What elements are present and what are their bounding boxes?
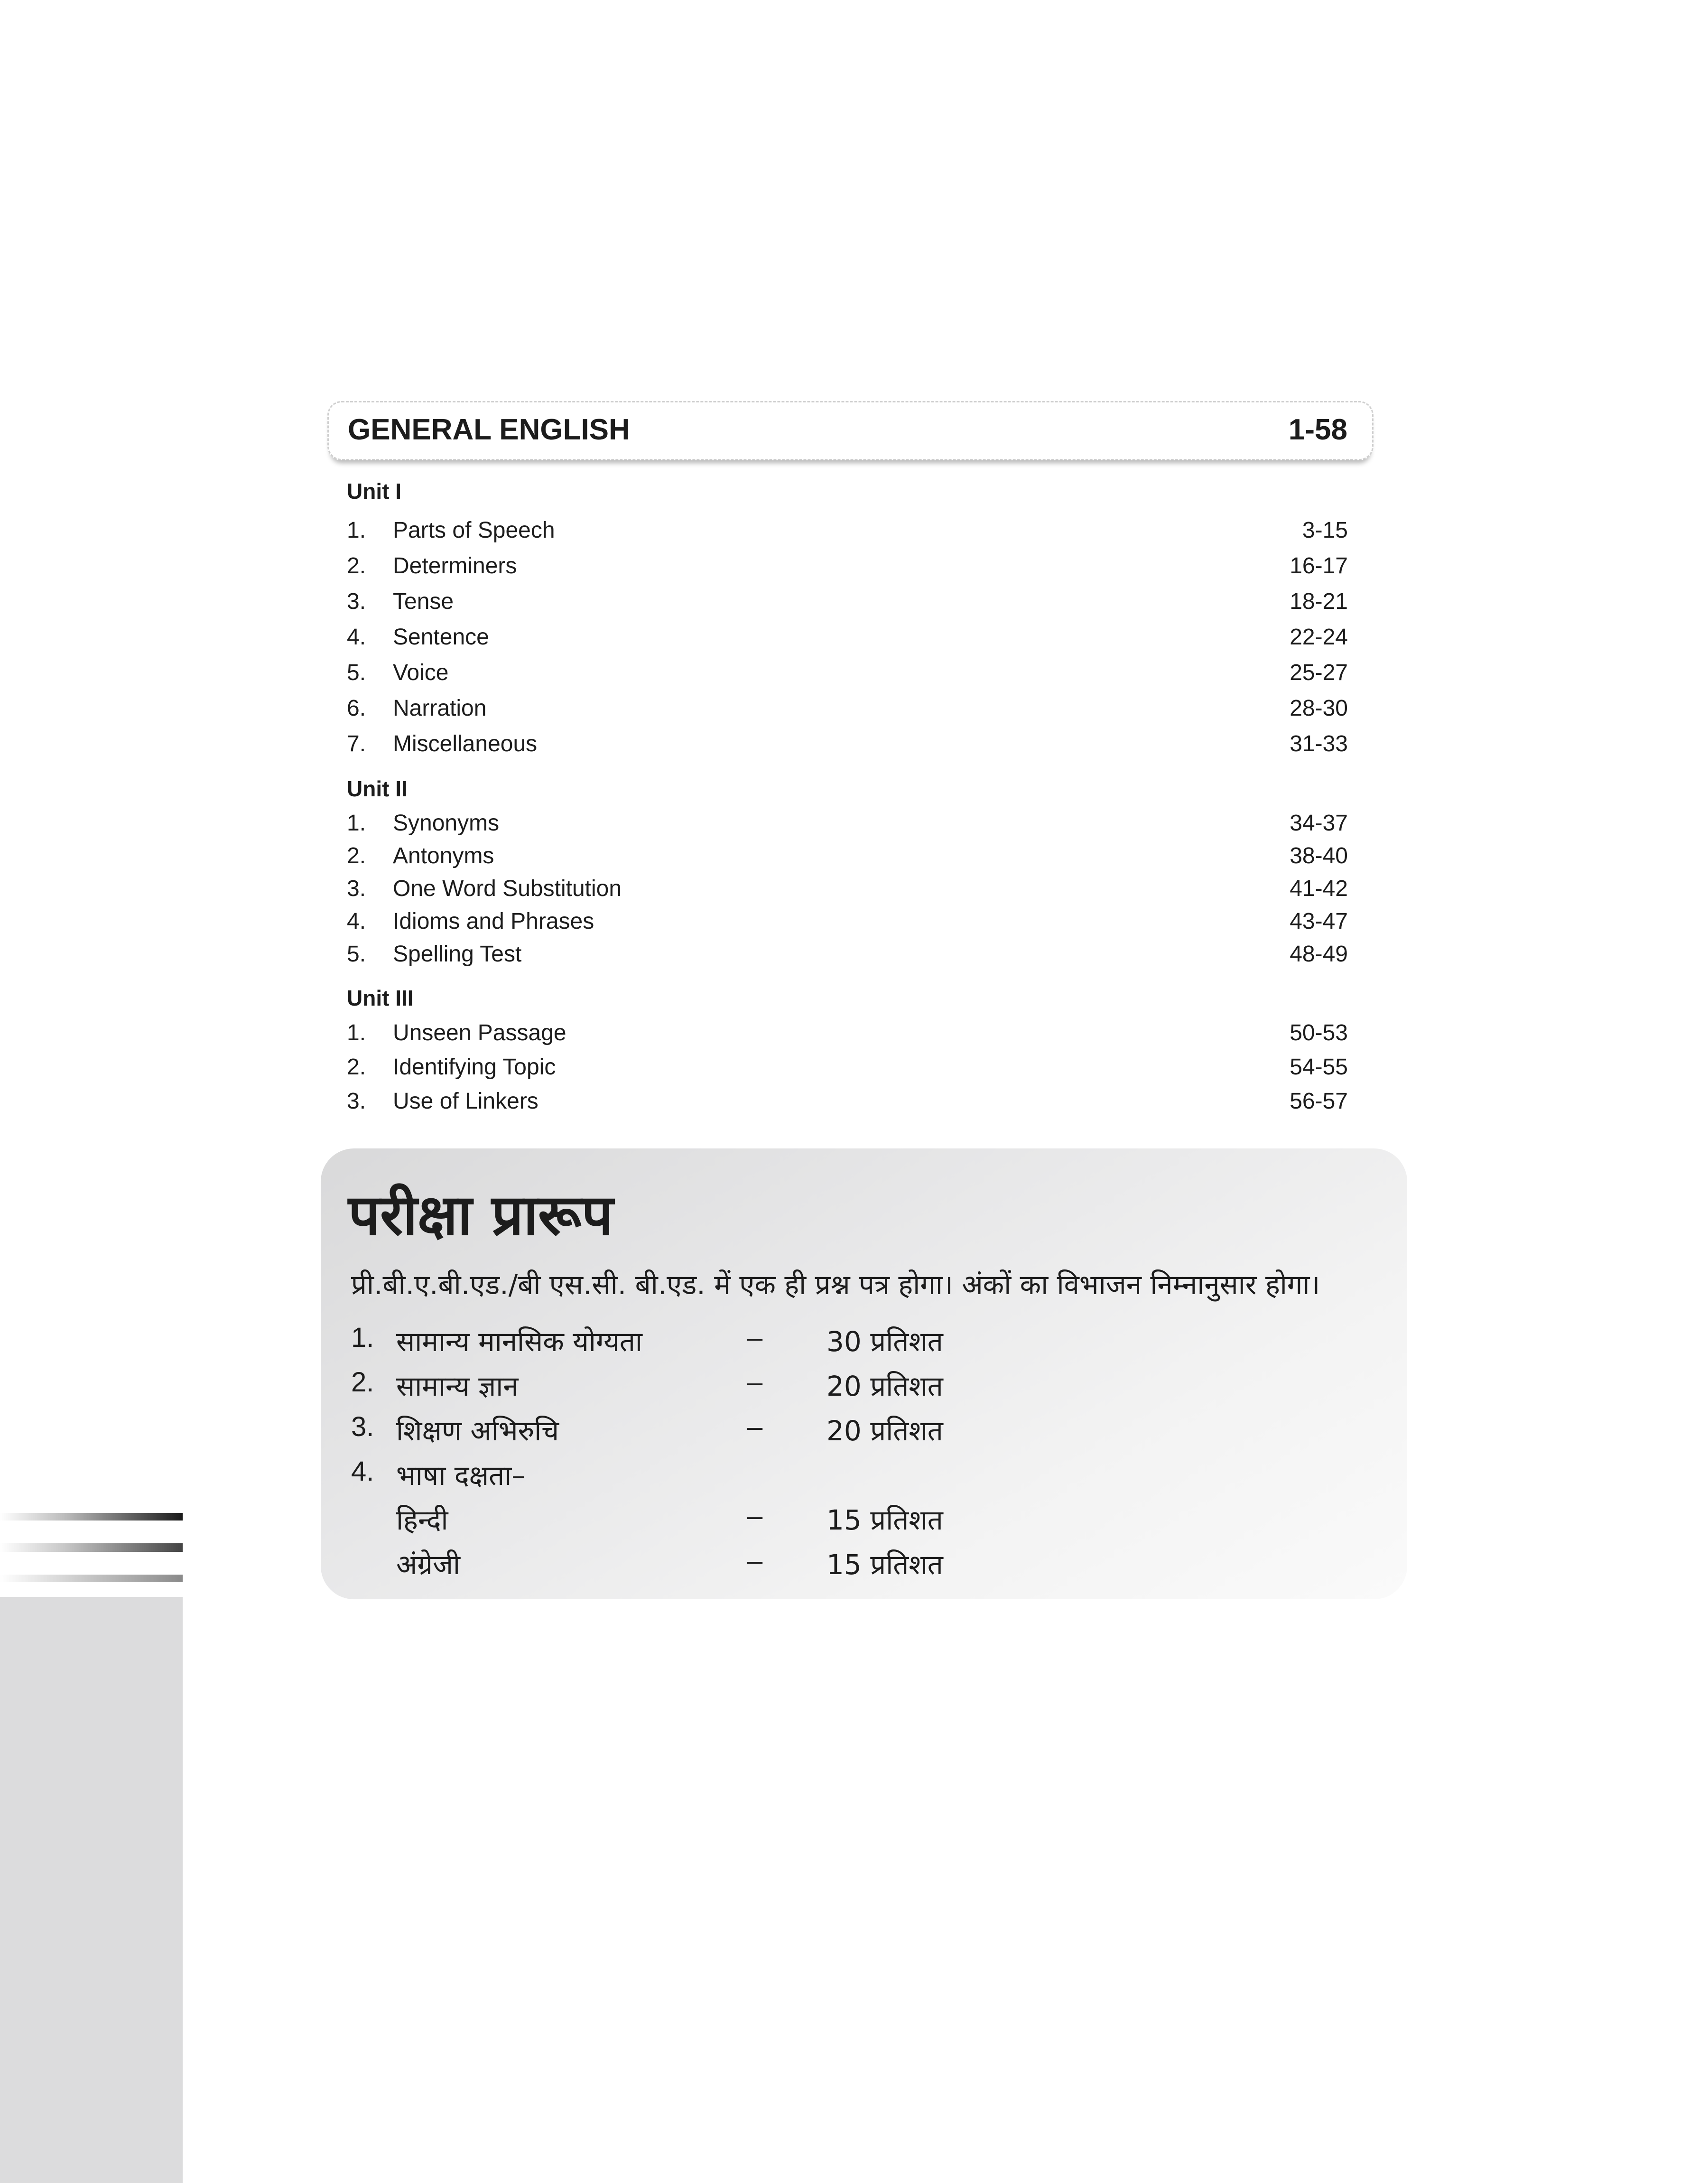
toc-item-pages: 41-42	[1290, 876, 1348, 901]
toc-item-pages: 28-30	[1290, 696, 1348, 721]
toc-item-pages: 18-21	[1290, 589, 1348, 614]
exam-pattern-panel	[321, 1148, 1407, 1599]
toc-item-pages: 50-53	[1290, 1020, 1348, 1045]
toc-item-pages: 22-24	[1290, 625, 1348, 650]
toc-item-pages: 31-33	[1290, 731, 1348, 756]
exam-pattern-row	[351, 1500, 1347, 1538]
subject-header	[327, 401, 1374, 460]
exam-row-value: 15 प्रतिशत	[826, 1504, 943, 1536]
toc-item-title: Synonyms	[393, 811, 500, 836]
toc-item	[347, 624, 1348, 653]
toc-item-title: Tense	[393, 589, 454, 614]
toc-item	[347, 908, 1348, 937]
toc-item-title: Miscellaneous	[393, 731, 538, 756]
toc-item-pages: 54-55	[1290, 1054, 1348, 1080]
toc-item	[347, 843, 1348, 871]
exam-pattern-row	[351, 1366, 1347, 1404]
exam-row-value: 30 प्रतिशत	[826, 1325, 943, 1358]
toc-item-number: 3.	[347, 1089, 366, 1114]
toc-item-title: Use of Linkers	[393, 1089, 538, 1114]
toc-item-pages: 34-37	[1290, 811, 1348, 836]
toc-item-title: Identifying Topic	[393, 1054, 556, 1080]
toc-item-title: Voice	[393, 660, 449, 685]
toc-item-title: Antonyms	[393, 843, 494, 868]
toc-item	[347, 1088, 1348, 1117]
toc-item	[347, 553, 1348, 581]
toc-item	[347, 731, 1348, 759]
exam-row-number: 1.	[351, 1322, 374, 1353]
toc-item-title: Unseen Passage	[393, 1020, 566, 1045]
exam-row-dash: –	[747, 1501, 763, 1531]
toc-item-title: Parts of Speech	[393, 518, 555, 543]
exam-row-dash: –	[747, 1411, 763, 1442]
toc-item-number: 1.	[347, 1020, 366, 1045]
toc-item-title: Spelling Test	[393, 942, 522, 967]
toc-item-number: 5.	[347, 660, 366, 685]
toc-item-number: 3.	[347, 589, 366, 614]
unit-heading: Unit III	[347, 986, 414, 1010]
exam-row-label: सामान्य मानसिक योग्यता	[396, 1325, 642, 1358]
exam-pattern-row	[351, 1411, 1347, 1449]
toc-item	[347, 876, 1348, 904]
exam-pattern-row	[351, 1322, 1347, 1360]
toc-item-number: 1.	[347, 518, 366, 543]
exam-row-label: शिक्षण अभिरुचि	[396, 1415, 559, 1447]
toc-item	[347, 660, 1348, 688]
toc-item	[347, 941, 1348, 970]
exam-row-dash: –	[747, 1322, 763, 1353]
margin-block	[0, 1597, 183, 2183]
toc-item-number: 4.	[347, 625, 366, 650]
toc-item	[347, 517, 1348, 546]
exam-row-value: 15 प्रतिशत	[826, 1549, 943, 1581]
subject-title: GENERAL ENGLISH	[348, 413, 630, 446]
toc-item-title: Determiners	[393, 553, 517, 578]
toc-item-number: 2.	[347, 843, 366, 868]
toc-item	[347, 588, 1348, 617]
exam-pattern-heading: परीक्षा प्रारूप	[348, 1182, 613, 1248]
toc-item-pages: 48-49	[1290, 942, 1348, 967]
toc-item-number: 5.	[347, 942, 366, 967]
exam-row-label: हिन्दी	[396, 1504, 448, 1536]
exam-row-label: अंग्रेजी	[396, 1549, 461, 1581]
exam-pattern-row	[351, 1455, 1347, 1493]
margin-stripe	[0, 1575, 183, 1582]
subject-page-range: 1-58	[1288, 413, 1347, 446]
toc-item	[347, 1020, 1348, 1048]
exam-row-value: 20 प्रतिशत	[826, 1415, 943, 1447]
unit-heading: Unit I	[347, 479, 401, 504]
exam-pattern-row	[351, 1545, 1347, 1583]
exam-row-label: सामान्य ज्ञान	[396, 1370, 519, 1402]
toc-item	[347, 695, 1348, 724]
exam-row-number: 4.	[351, 1456, 374, 1487]
toc-item-number: 2.	[347, 1054, 366, 1080]
toc-item-number: 6.	[347, 696, 366, 721]
toc-item-pages: 56-57	[1290, 1089, 1348, 1114]
toc-item-pages: 43-47	[1290, 909, 1348, 934]
toc-item-number: 3.	[347, 876, 366, 901]
toc-item	[347, 810, 1348, 839]
toc-item-number: 1.	[347, 811, 366, 836]
toc-item-title: Idioms and Phrases	[393, 909, 594, 934]
exam-row-number: 2.	[351, 1367, 374, 1398]
margin-stripe	[0, 1513, 183, 1521]
toc-item-number: 2.	[347, 553, 366, 578]
toc-item-pages: 25-27	[1290, 660, 1348, 685]
toc-item	[347, 1054, 1348, 1082]
exam-row-number: 3.	[351, 1411, 374, 1442]
toc-item-pages: 3-15	[1302, 518, 1348, 543]
exam-pattern-intro: प्री.बी.ए.बी.एड./बी एस.सी. बी.एड. में एक ही प्रश्न पत्र होगा। अंकों का विभाजन निम्नानुसार होगा।	[351, 1269, 1320, 1301]
toc-item-number: 7.	[347, 731, 366, 756]
toc-item-pages: 38-40	[1290, 843, 1348, 868]
margin-stripe	[0, 1543, 183, 1552]
exam-row-label: भाषा दक्षता–	[396, 1459, 526, 1492]
toc-item-title: One Word Substitution	[393, 876, 622, 901]
exam-row-dash: –	[747, 1367, 763, 1398]
unit-heading: Unit II	[347, 776, 408, 801]
toc-item-title: Sentence	[393, 625, 489, 650]
exam-row-dash: –	[747, 1545, 763, 1576]
toc-item-number: 4.	[347, 909, 366, 934]
toc-item-title: Narration	[393, 696, 487, 721]
exam-row-value: 20 प्रतिशत	[826, 1370, 943, 1402]
toc-item-pages: 16-17	[1290, 553, 1348, 578]
